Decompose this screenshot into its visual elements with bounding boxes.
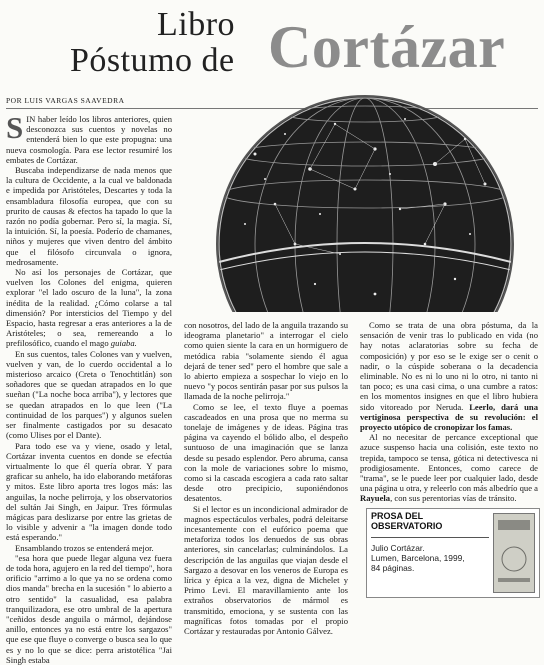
book-info-box [366,508,540,598]
article-column-1 [6,110,173,665]
paragraph: Ensamblando trozos se entenderá mejor. [15,542,154,553]
article-column-2 [184,320,348,636]
book-cover-image [493,513,535,593]
book-author: Julio Cortázar. [371,543,425,553]
bold-title: Rayuela [360,493,391,504]
paragraph: Si el lector es un incondicional admirador de magnos espectáculos verbales, podrá deleitarse incesantemente con el eufórico poema que metaforiza todos los denuedos de sus obras anteriores, sin cancelarlas; culminándolos. La descripción de las anguilas que viajan desde el Sargazo a desovar en los veneros de Europa es lírica y épica a la vez, digna de Michelet y Primo Levi. El maravillamiento ante los extraños observatorios de mármol es transmitido, emociona, y se sustenta con las magníficas fotos tomadas por el propio Cortázar y restauradas por Antonio Gálvez. [184,503,348,637]
book-publisher: Lumen, Barcelona, 1999, [371,553,465,563]
book-pages: 84 páginas. [371,563,415,573]
paragraph: Buscaba independizarse de nada menos que la cultura de Occidente, a la cual ve baldonada e impedida por Aristóteles, Descartes y toda la ensambladura filosofía europea, que con su prurito de causas & efectos ha tapado lo que la razón no podía gobernar. Pero sí, la magia. Sí, la intuición. Sí, la poesía. Poderío de chamanes, niños y mujeres que viven dentro del ámbito que el filósofo circunvala o ignora, medrosamente. [6,165,172,267]
article-title-line1: Libro [157,6,236,43]
paragraph: Como se lee, el texto fluye a poemas cascadeados en una prosa que no merma su tonelaje de imágenes y de ideas. Página tras página va cayendo el bólido albo, el despeño suntuoso de una imaginación que se lanza desde su pesado esplendor. Pero abruma, cansa con la mole de variaciones sobre lo mismo, como si la cascada escogiera a cada rato saltar desde otro precipicio, suponiéndonos desatentos. [184,401,348,504]
paragraph: "esa hora que puede llegar alguna vez fuera de toda hora, agujero en la red del tiempo", hora orificio "arrimo a lo que ya no se ordena como dios manda" brecha en la sucesión " lo abierto a otro sentido" la casualidad, esa palabra tranquilizadora, ese otro umbral de la apertura "ceñidos desde anguila o mármol, dejándose anillo, entonces ya no está entre los sargazos" que ese que fluye o converge o busca sea lo que es y no lo que se dice: perra aristotélica "Jai Singh estaba [6,552,173,665]
celestial-sphere-illustration [215,94,515,312]
paragraph: En sus cuentos, tales Colones van y vuelven, vuelven y van, de lo cuerdo occidental a lo misterioso arcaico (Creta o Tenochtitlán) son soñadores que se quedan atrapados en lo que sueñan ("La noche boca arriba"), y lectores que se quedan atrapados en lo que leen ("La continuidad de los parques") y algunos suelen ser finalmente castigados por su desacato (como Ulises por el Dante). [6,348,172,441]
paragraph-end: , con sus perentorias vías de tránsito. [390,493,517,504]
byline: POR LUIS VARGAS SAAVEDRA [6,96,125,105]
article-column-3 [360,320,538,504]
paragraph: con nosotros, del lado de la anguila trazando su ideograma planetario" a interrogar el cielo como quien siente la cara en un hormiguero de metódica rabia "solamente siendo él agua dejará de tener sed" pero el hombre que sale a lo abierto empieza a sospechar lo viejo en lo nuevo "y pocos sentirán pasar por sus pulsos la llamada de la noche pelirroja." [184,320,348,402]
book-cover-art [494,514,534,592]
paragraph: No así los personajes de Cortázar, que vuelven los Colones del enigma, quieren explorar "el lado oscuro de la luna", la zona inédita de la realidad. ¿Cómo colarse a tal dimensión? Por intersticios del Tiempo y del Espacio, hasta regresar a eras anteriores a la de Aristóteles; o sea, remereando a lo prefilosófico, cuando el mago [6,267,172,349]
italic-word: guiaba. [110,338,137,349]
paragraph: Al no necesitar de percance exceptional que azuce suspenso hacia una colisión, este texto no trepida, tampoco se tensa, gótica ni detectivesca ni prodigiosamente. Entonces, como carece de "trama", se le puede leer por cualquier lado, desde una página u otra, y releerlo con más albedrío que a [360,432,538,494]
drop-cap: S [6,110,24,145]
article-title-line2: Póstumo de [70,42,235,79]
paragraph: IN haber leído los libros anteriores, quien desconozca sus cuentos y novelas no entenderá bien lo que este propugna: una nueva cosmología. Para ese lector resumiré los embates de Cortázar. [6,114,172,165]
paragraph: Para todo ese va y viene, osado y letal, Cortázar inventa cuentos en donde se efectúa virtualmente lo que él quería obrar. Y para graficar su anhelo, ha ido elaborando metáforas y mitos. Este libro aporta tres logos más: las anguilas, la noche pelirroja, y los observatorios del sultán Jai Singh, en Jaipur. Tres fórmulas mágicas para deslizarse por entre las grietas de lo visible y advenir a "la imagen donde todo está esperando." [6,440,172,543]
book-title: PROSA DEL OBSERVATORIO [371,511,443,531]
bold-statement: Leerlo, dará una vertiginosa perspectiva de su revolución: el proyecto utópico de cronopizar los famas. [360,401,538,433]
book-details [371,543,491,573]
article-title-name: Cortázar [268,14,506,80]
book-info-divider [371,537,489,538]
paragraph: Como se trata de una obra póstuma, da la sensación de venir tras lo publicado en vida (no hay notas aclaratorias sobre su fecha de composición) y por eso se le exige ser o cenit o nadir, o la cúspide soberana o la decadencia eliminable. No es ni lo uno ni lo otro, ni tanto ni tan poco; es una casi cima, o una cumbre a ratos: en los momentos insignes en que el libro hubiera sido vitoreado por Neruda. [360,320,538,412]
